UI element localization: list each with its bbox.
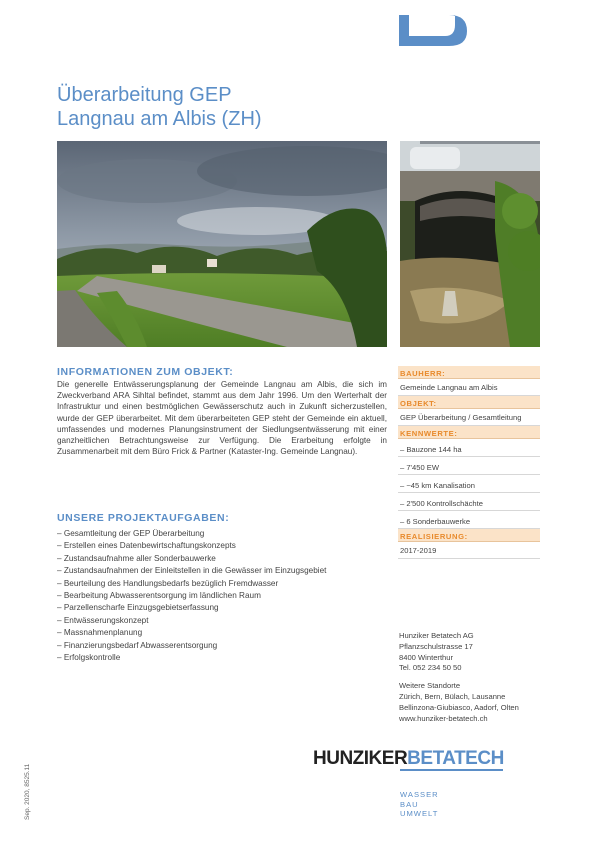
tagline-1: WASSER bbox=[400, 790, 439, 799]
culvert-photo bbox=[400, 141, 540, 347]
tasks-list bbox=[57, 528, 387, 664]
list-item: – Bearbeitung Abwasserentsorgung im ländlichen Raum bbox=[57, 591, 261, 601]
title-line-1: Überarbeitung GEP bbox=[57, 84, 232, 106]
kennwert-item: – 2'500 Kontrollschächte bbox=[398, 493, 540, 511]
info-text: Die generelle Entwässerungsplanung der Gemeinde Langnau am Albis, die sich im Zweckverband ARA Sihltal befindet, stammt aus dem Jahr 1996. Um den Werterhalt der Infrastruktur und einen bestmöglichen Gewässerschutz auch in Zukunft sicherzustellen, wurde der GEP überarbeitet. Mit dem überarbeiteten GEP steht der Gemeinde ein aktuell, umfassendes und modernes Planungsinstrument der Siedlungsentwässerung mit einer ganzheitlichen Betrachtungsweise zur Verfügung. Die Erarbeitung erfolgte in Zusammenarbeit mit dem Büro Frick & Partner (Kataster-Ing. Gemeinde Langnau). bbox=[57, 380, 387, 457]
bauherr-value: Gemeinde Langnau am Albis bbox=[398, 379, 540, 396]
brand-logo bbox=[313, 748, 504, 770]
list-item: – Finanzierungsbedarf Abwasserentsorgung bbox=[57, 640, 218, 650]
address-street: Pflanzschulstrasse 17 bbox=[399, 641, 473, 651]
list-item: – Entwässerungskonzept bbox=[57, 615, 149, 625]
company-address bbox=[399, 631, 519, 724]
brand-part-1: HUNZIKER bbox=[313, 748, 408, 769]
address-phone: Tel. 052 234 50 50 bbox=[399, 663, 462, 673]
objekt-label: OBJEKT: bbox=[398, 396, 540, 409]
info-heading: INFORMATIONEN ZUM OBJEKT: bbox=[57, 366, 234, 378]
realisierung-label: REALISIERUNG: bbox=[398, 529, 540, 542]
website-link[interactable]: www.hunziker-betatech.ch bbox=[399, 713, 488, 723]
brand-part-2: BETATECH bbox=[407, 748, 504, 769]
brand-logo-mark bbox=[399, 15, 467, 46]
tagline-2: BAU bbox=[400, 799, 419, 809]
company-name: Hunziker Betatech AG bbox=[399, 631, 474, 640]
other-locations-label: Weitere Standorte bbox=[399, 681, 461, 691]
brand-tagline bbox=[400, 790, 439, 819]
kennwerte-label: KENNWERTE: bbox=[398, 426, 540, 439]
tasks-heading: UNSERE PROJEKTAUFGABEN: bbox=[57, 512, 230, 524]
page-title bbox=[57, 83, 262, 131]
objekt-value: GEP Überarbeitung / Gesamtleitung bbox=[398, 409, 540, 426]
list-item: – Erstellen eines Datenbewirtschaftungskonzepts bbox=[57, 541, 236, 551]
list-item: – Erfolgskontrolle bbox=[57, 653, 121, 663]
brand-underline bbox=[400, 769, 503, 771]
realisierung-value: 2017-2019 bbox=[398, 542, 540, 559]
list-item: – Zustandsaufnahme aller Sonderbauwerke bbox=[57, 553, 216, 563]
list-item: – Zustandsaufnahmen der Einleitstellen in die Gewässer im Einzugsgebiet bbox=[57, 566, 327, 576]
kennwert-item: – 7'450 EW bbox=[398, 457, 540, 475]
title-line-2: Langnau am Albis (ZH) bbox=[57, 108, 262, 130]
bauherr-label: BAUHERR: bbox=[398, 366, 540, 379]
kennwert-item: – Bauzone 144 ha bbox=[398, 439, 540, 457]
address-city: 8400 Winterthur bbox=[399, 652, 454, 662]
list-item: – Parzellenscharfe Einzugsgebietserfassung bbox=[57, 603, 219, 613]
list-item: – Massnahmenplanung bbox=[57, 628, 143, 638]
other-locations-line-2: Bellinzona-Giubiasco, Aadorf, Olten bbox=[399, 702, 519, 712]
list-item: – Beurteilung des Handlungsbedarfs bezüglich Fremdwasser bbox=[57, 578, 279, 588]
other-locations-line-1: Zürich, Bern, Bülach, Lausanne bbox=[399, 691, 506, 701]
kennwert-item: – 6 Sonderbauwerke bbox=[398, 511, 540, 529]
facts-panel bbox=[398, 366, 540, 559]
landscape-photo bbox=[57, 141, 387, 347]
document-reference: Sep. 2020, 8525.11 bbox=[24, 763, 31, 820]
list-item: – Gesamtleitung der GEP Überarbeitung bbox=[57, 529, 205, 538]
kennwert-item: – ~45 km Kanalisation bbox=[398, 475, 540, 493]
tagline-3: UMWELT bbox=[400, 809, 439, 818]
